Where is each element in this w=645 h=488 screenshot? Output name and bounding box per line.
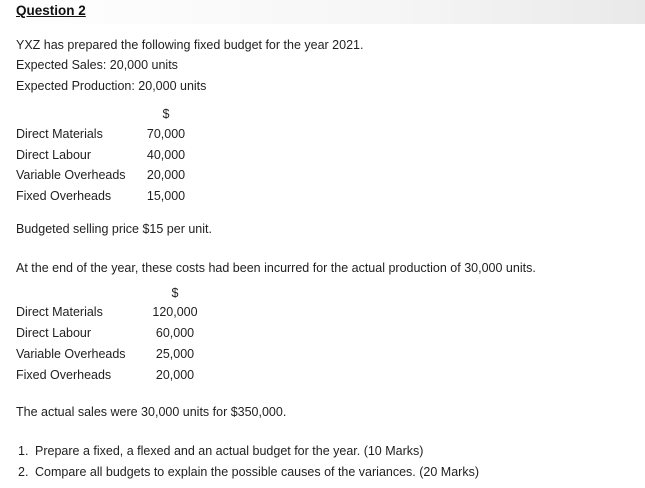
actual-costs-intro: At the end of the year, these costs had been incurred for the actual production of 30,000 units.: [16, 261, 536, 275]
task-number: 1.: [18, 444, 29, 458]
actual-costs-row-label: Variable Overheads: [16, 347, 126, 361]
actual-costs-row-value: 20,000: [155, 368, 195, 382]
task-text: Compare all budgets to explain the possible causes of the variances. (20 Marks): [35, 465, 479, 479]
actual-costs-row-value: 120,000: [152, 305, 198, 319]
question-title: Question 2: [16, 3, 86, 18]
title-bar: [0, 0, 645, 24]
task-number: 2.: [18, 465, 29, 479]
fixed-budget-row-label: Direct Materials: [16, 127, 103, 141]
intro-line-2: Expected Sales: 20,000 units: [16, 58, 178, 72]
fixed-budget-currency-header: $: [162, 107, 170, 121]
fixed-budget-row-value: 20,000: [146, 168, 186, 182]
fixed-budget-row-label: Direct Labour: [16, 148, 92, 162]
fixed-budget-row-value: 70,000: [146, 127, 186, 141]
actual-costs-row-label: Fixed Overheads: [16, 368, 112, 382]
actual-costs-row-label: Direct Labour: [16, 326, 92, 340]
fixed-budget-row-value: 40,000: [146, 148, 186, 162]
intro-line-1: YXZ has prepared the following fixed budget for the year 2021.: [16, 38, 364, 52]
actual-costs-row-value: 25,000: [155, 347, 195, 361]
intro-line-3: Expected Production: 20,000 units: [16, 79, 207, 93]
actual-costs-row-label: Direct Materials: [16, 305, 103, 319]
selling-price-line: Budgeted selling price $15 per unit.: [16, 222, 212, 236]
task-text: Prepare a fixed, a flexed and an actual budget for the year. (10 Marks): [35, 444, 424, 458]
actual-costs-currency-header: $: [171, 286, 179, 300]
fixed-budget-row-label: Fixed Overheads: [16, 189, 112, 203]
actual-costs-row-value: 60,000: [155, 326, 195, 340]
fixed-budget-row-value: 15,000: [146, 189, 186, 203]
actual-sales-line: The actual sales were 30,000 units for $350,000.: [16, 405, 287, 419]
fixed-budget-row-label: Variable Overheads: [16, 168, 126, 182]
